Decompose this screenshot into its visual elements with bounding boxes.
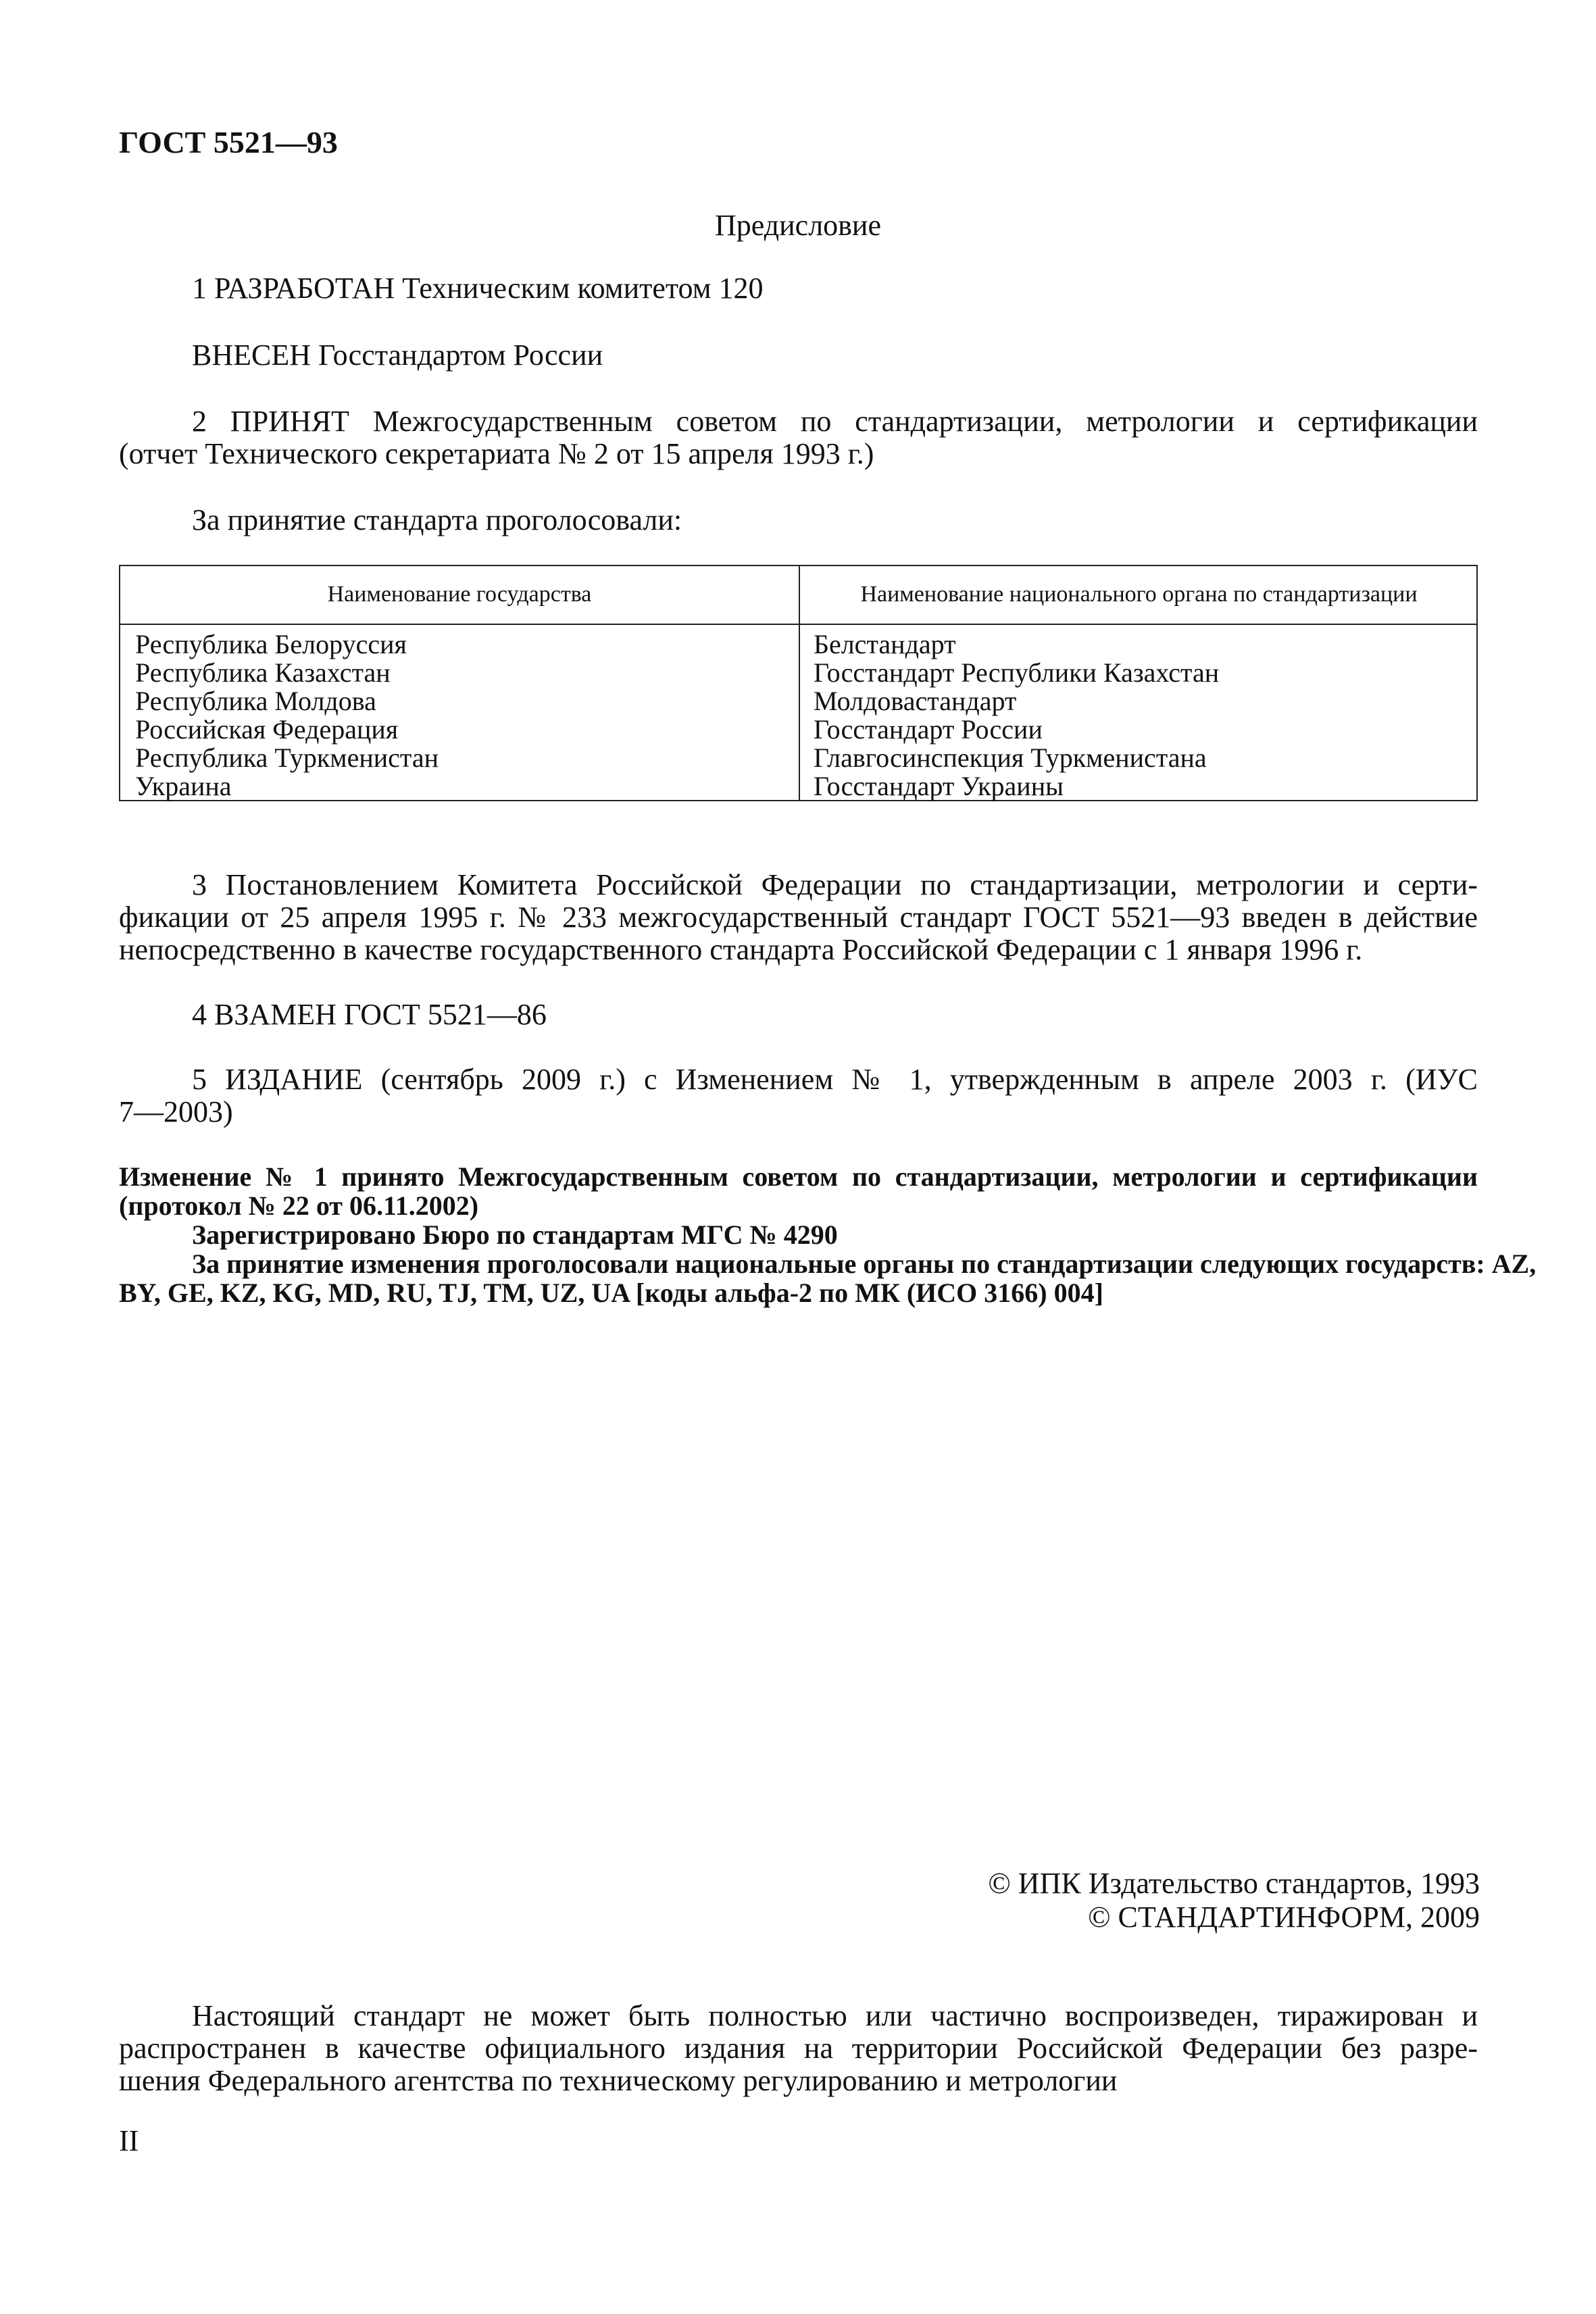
voted-heading: За принятие стандарта проголосовали: <box>192 503 682 536</box>
table-column-bodies <box>814 630 1219 801</box>
amendment-line-3: Зарегистрировано Бюро по стандартам МГС № 4290 <box>192 1219 838 1250</box>
table-cell: Республика Казахстан <box>135 657 391 688</box>
table-cell: Главгосинспекция Туркменистана <box>814 743 1207 773</box>
item-2-line-2: (отчет Технического секретариата № 2 от 15 апреля 1993 г.) <box>119 437 874 470</box>
item-4-replaces: 4 ВЗАМЕН ГОСТ 5521—86 <box>192 998 547 1031</box>
table-cell: Молдовастандарт <box>814 686 1017 716</box>
amendment-line-4: За принятие изменения проголосовали национальные органы по стандартизации следующих государств: AZ, <box>192 1249 1537 1279</box>
item-1-introduced: ВНЕСЕН Госстандартом России <box>192 338 603 372</box>
table-column-states <box>135 630 439 801</box>
item-3-line-1: 3 Постановлением Комитета Российской Федерации по стандартизации, метрологии и серти- <box>192 868 1478 901</box>
copyright-line-1: © ИПК Издательство стандартов, 1993 <box>988 1867 1480 1900</box>
table-cell: Белстандарт <box>814 629 956 659</box>
copyright-line-2: © СТАНДАРТИНФОРМ, 2009 <box>1088 1901 1480 1934</box>
table-cell: Госстандарт Украины <box>814 771 1064 801</box>
table-header-body: Наименование национального органа по стандартизации <box>860 582 1418 607</box>
voting-table <box>119 565 1478 801</box>
item-3-line-3: непосредственно в качестве государственного стандарта Российской Федерации с 1 января 1996 г. <box>119 933 1363 966</box>
item-3-line-2: фикации от 25 апреля 1995 г. № 233 межгосударственный стандарт ГОСТ 5521—93 введен в действие <box>119 901 1478 934</box>
table-cell: Республика Белоруссия <box>135 629 407 659</box>
document-code: ГОСТ 5521—93 <box>119 125 338 159</box>
notice-line-3: шения Федерального агентства по техническому регулированию и метрологии <box>119 2064 1118 2097</box>
notice-line-2: распространен в качестве официального издания на территории Российской Федерации без разре- <box>119 2032 1478 2065</box>
amendment-line-1: Изменение № 1 принято Межгосударственным советом по стандартизации, метрологии и сертификации <box>119 1161 1478 1192</box>
amendment-line-5: BY, GE, KZ, KG, MD, RU, TJ, TM, UZ, UA [коды альфа-2 по МК (ИСО 3166) 004] <box>119 1278 1103 1308</box>
table-cell: Российская Федерация <box>135 714 399 745</box>
table-header-divider <box>120 624 1476 625</box>
page-number: II <box>119 2124 139 2157</box>
amendment-line-2: (протокол № 22 от 06.11.2002) <box>119 1190 479 1221</box>
table-cell: Украина <box>135 771 232 801</box>
table-cell: Республика Туркменистан <box>135 743 439 773</box>
item-2-line-1: 2 ПРИНЯТ Межгосударственным советом по стандартизации, метрологии и сертификации <box>192 405 1478 438</box>
table-cell: Госстандарт России <box>814 714 1043 745</box>
item-5-line-1: 5 ИЗДАНИЕ (сентябрь 2009 г.) с Изменением № 1, утвержденным в апреле 2003 г. (ИУС <box>192 1063 1478 1096</box>
item-5-line-2: 7—2003) <box>119 1095 233 1128</box>
table-header-state: Наименование государства <box>327 582 592 607</box>
notice-line-1: Настоящий стандарт не может быть полностью или частично воспроизведен, тиражирован и <box>192 1999 1478 2032</box>
table-cell: Госстандарт Республики Казахстан <box>814 657 1220 688</box>
preface-title: Предисловие <box>715 209 881 242</box>
item-1-developed: 1 РАЗРАБОТАН Техническим комитетом 120 <box>192 272 764 305</box>
table-cell: Республика Молдова <box>135 686 376 716</box>
